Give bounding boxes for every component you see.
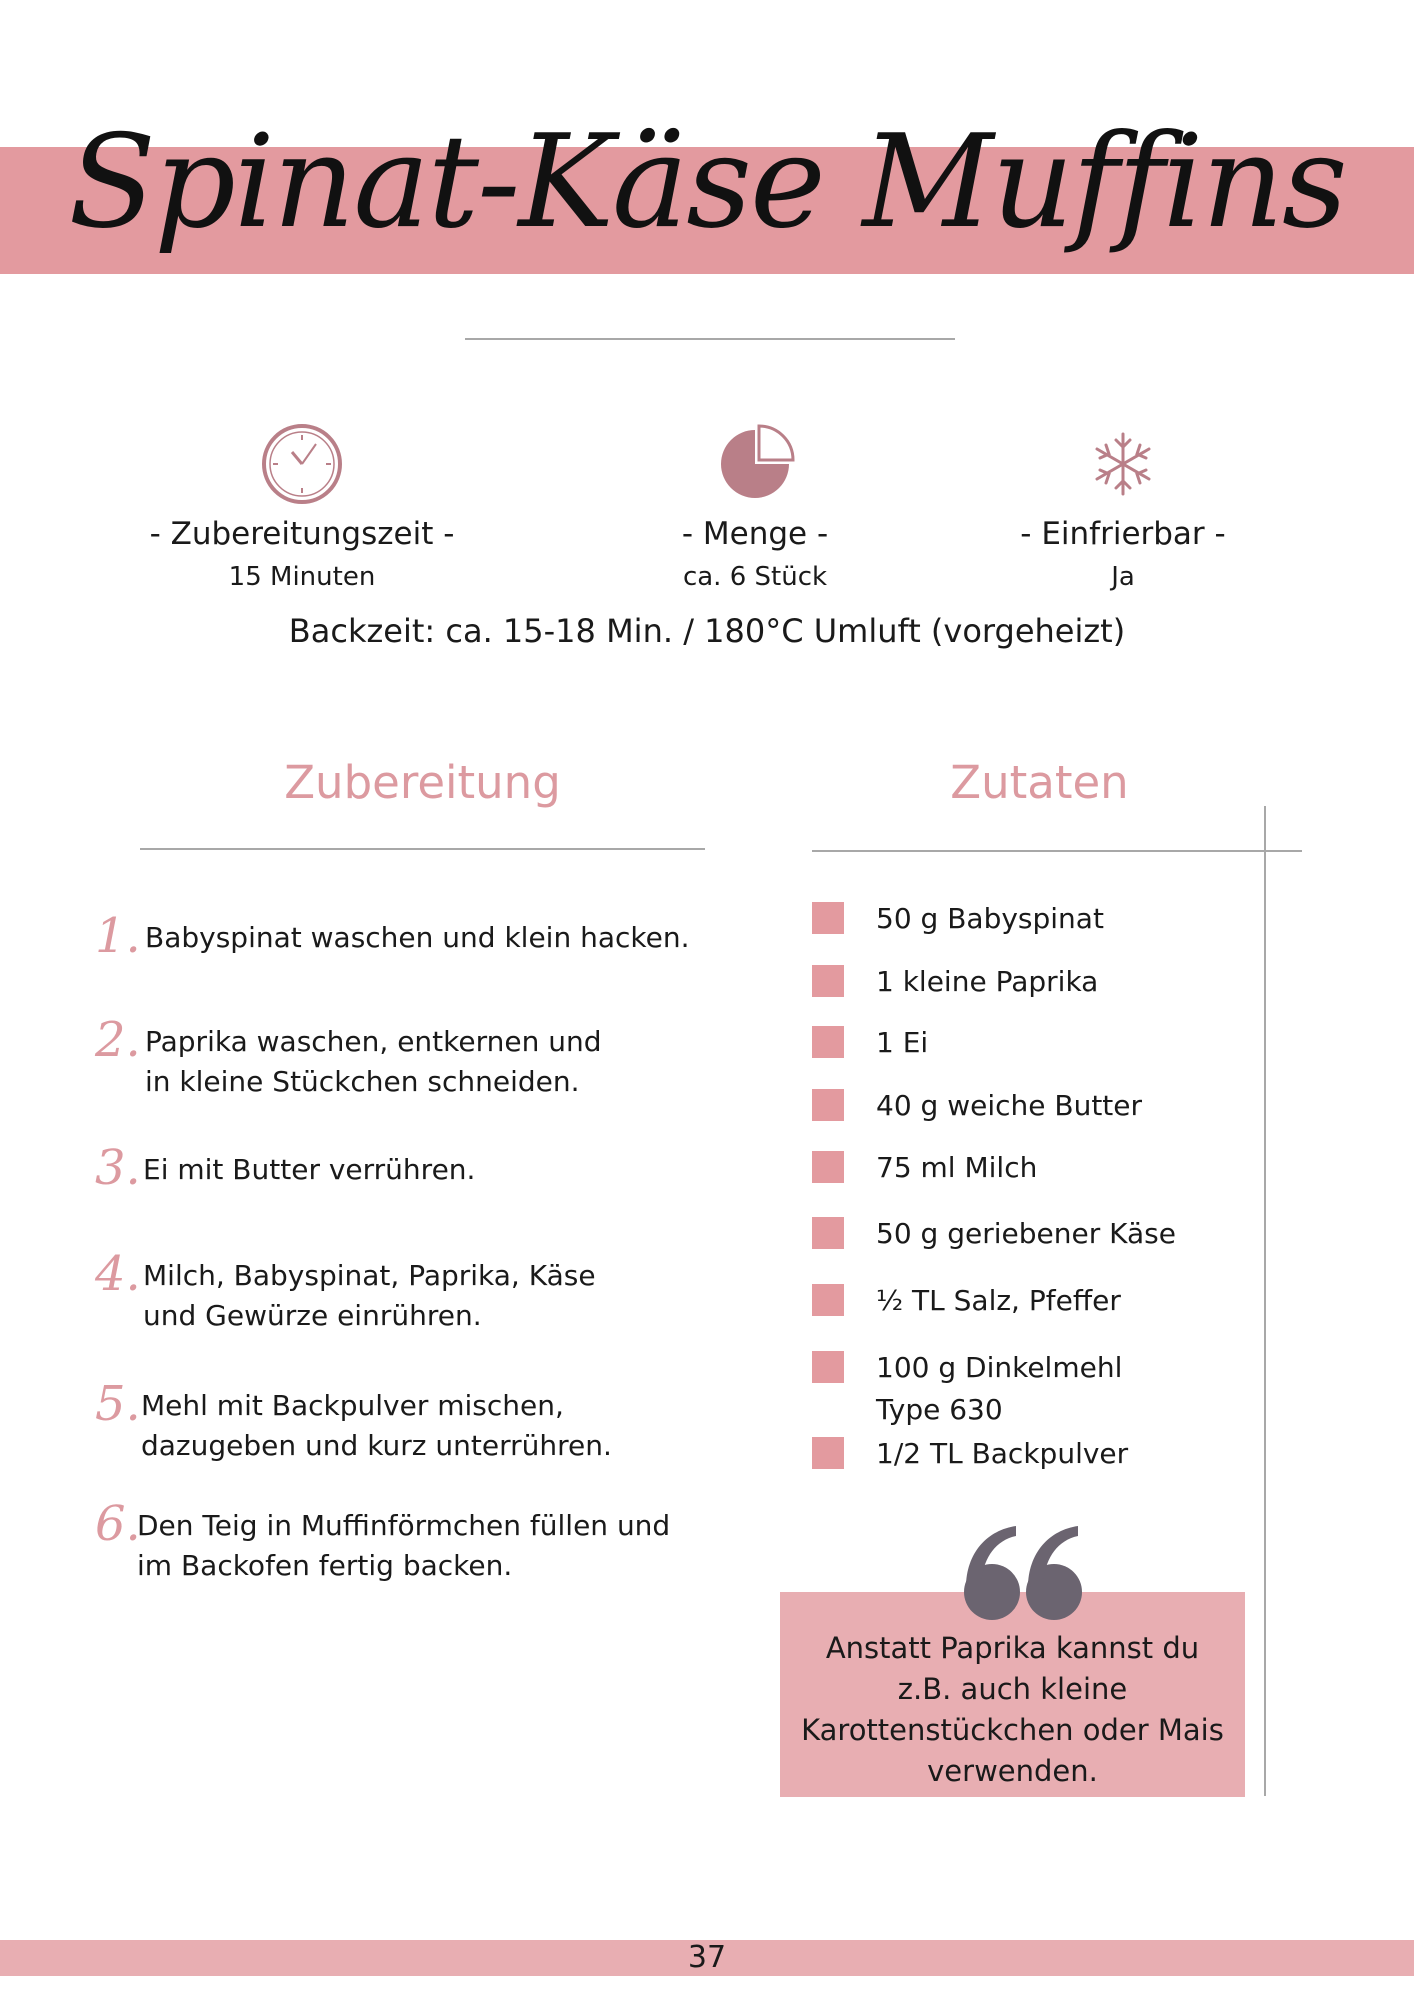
- step-number: 2.: [95, 1012, 141, 1068]
- bullet-square-icon: [812, 1437, 844, 1469]
- step-number: 4.: [95, 1246, 141, 1302]
- bullet-square-icon: [812, 965, 844, 997]
- info-prep-time: [112, 420, 492, 592]
- column-divider: [1264, 806, 1266, 1796]
- bullet-square-icon: [812, 1089, 844, 1121]
- step-text: Den Teig in Muffinförmchen füllen und im Backofen fertig backen.: [137, 1509, 671, 1582]
- info-value: 15 Minuten: [228, 562, 376, 592]
- info-label: - Einfrierbar -: [1020, 516, 1226, 552]
- info-freezable: [933, 420, 1313, 592]
- ingredient-text: 50 g Babyspinat: [876, 902, 1104, 935]
- step-number: 5.: [95, 1376, 141, 1432]
- bullet-square-icon: [812, 1151, 844, 1183]
- step-number: 1.: [95, 908, 141, 964]
- step-text: Ei mit Butter verrühren.: [143, 1153, 476, 1186]
- bullet-square-icon: [812, 1026, 844, 1058]
- ingredient-text: 100 g Dinkelmehl Type 630: [876, 1351, 1123, 1426]
- preparation-divider: [140, 848, 705, 850]
- step-text: Mehl mit Backpulver mischen, dazugeben und kurz unterrühren.: [141, 1389, 612, 1462]
- step-text: Babyspinat waschen und klein hacken.: [145, 921, 690, 954]
- step-text: Milch, Babyspinat, Paprika, Käse und Gewürze einrühren.: [143, 1259, 596, 1332]
- ingredient-text: ½ TL Salz, Pfeffer: [876, 1284, 1121, 1317]
- tip-box: Anstatt Paprika kannst du z.B. auch kleine Karottenstückchen oder Mais verwenden.: [780, 1592, 1245, 1797]
- page-title: Spinat-Käse Muffins: [68, 108, 1346, 257]
- ingredient-text: 50 g geriebener Käse: [876, 1217, 1176, 1250]
- step-number: 3.: [95, 1140, 141, 1196]
- ingredient-text: 1/2 TL Backpulver: [876, 1437, 1129, 1470]
- ingredient-text: 1 Ei: [876, 1026, 929, 1059]
- info-label: - Menge -: [681, 516, 829, 552]
- bullet-square-icon: [812, 1217, 844, 1249]
- clock-icon: [258, 420, 346, 508]
- snowflake-icon: [1079, 420, 1167, 508]
- ingredient-text: 40 g weiche Butter: [876, 1089, 1143, 1122]
- bullet-square-icon: [812, 1284, 844, 1316]
- bake-time-note: Backzeit: ca. 15-18 Min. / 180°C Umluft (vorgeheizt): [288, 612, 1126, 650]
- bullet-square-icon: [812, 902, 844, 934]
- ingredients-heading: Zutaten: [950, 756, 1129, 809]
- pie-icon: [711, 420, 799, 508]
- info-amount: [565, 420, 945, 592]
- info-label: - Zubereitungszeit -: [149, 516, 455, 552]
- info-value: ca. 6 Stück: [682, 562, 828, 592]
- ingredient-text: 75 ml Milch: [876, 1151, 1038, 1184]
- ingredient-text: 1 kleine Paprika: [876, 965, 1099, 998]
- bullet-square-icon: [812, 1351, 844, 1383]
- step-text: Paprika waschen, entkernen und in kleine Stückchen schneiden.: [145, 1025, 602, 1098]
- ingredients-divider: [812, 850, 1302, 852]
- step-number: 6.: [95, 1496, 141, 1552]
- quote-mark-icon: [958, 1522, 1088, 1622]
- preparation-heading: Zubereitung: [284, 756, 561, 809]
- info-value: Ja: [1111, 562, 1135, 592]
- title-divider: [465, 338, 955, 340]
- page-number: 37: [687, 1940, 727, 1975]
